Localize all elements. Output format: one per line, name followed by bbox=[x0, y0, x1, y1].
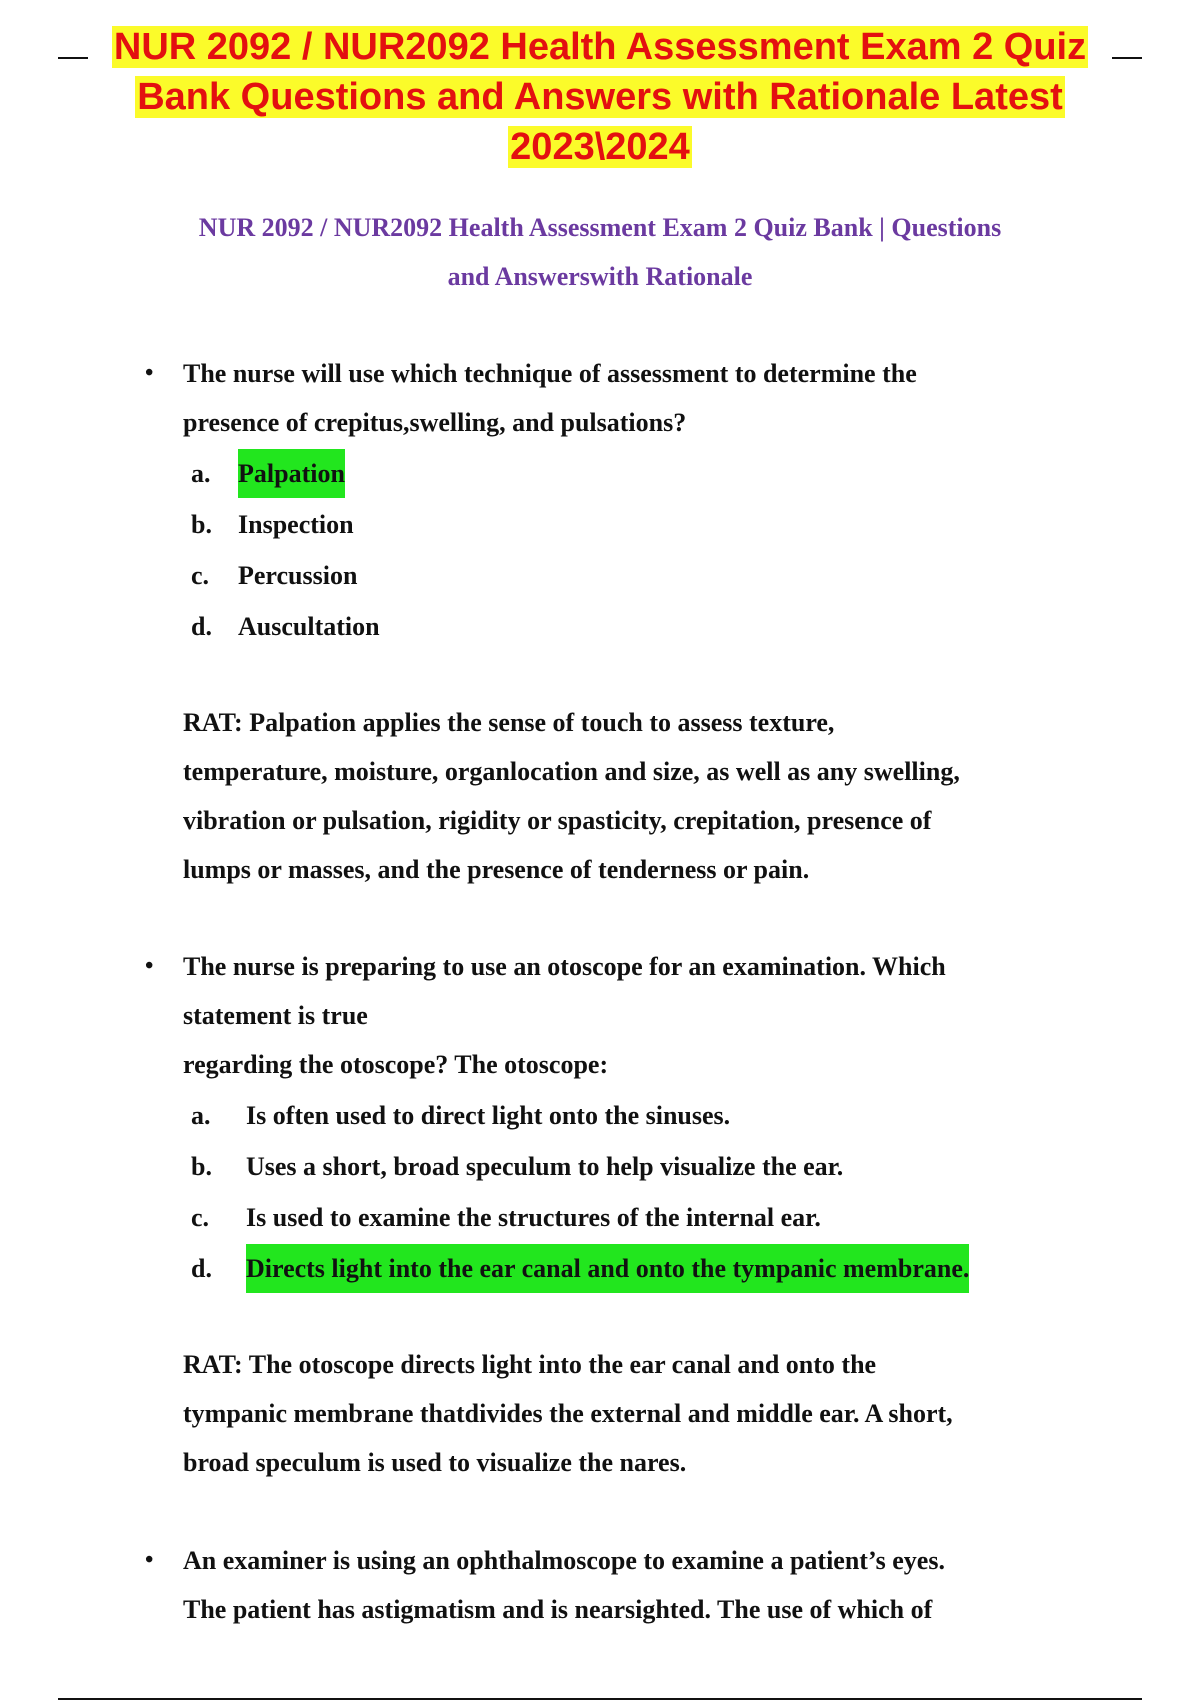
option-letter: b. bbox=[191, 1152, 212, 1181]
bullet: • bbox=[145, 953, 154, 979]
question-2 bbox=[145, 942, 1063, 1283]
question-1-stem-line-1: The nurse will use which technique of assessment to determine the bbox=[183, 359, 917, 388]
rationale-2 bbox=[183, 1340, 1063, 1487]
option-c bbox=[183, 551, 1083, 602]
option-text-correct: Palpation bbox=[238, 449, 345, 498]
question-1-options bbox=[183, 449, 1083, 653]
rationale-line: broad speculum is used to visualize the nares. bbox=[183, 1448, 687, 1477]
option-letter: a. bbox=[191, 459, 211, 488]
option-letter: d. bbox=[191, 1254, 212, 1283]
option-letter: d. bbox=[191, 612, 212, 641]
option-text: Auscultation bbox=[238, 612, 380, 641]
option-text: Uses a short, broad speculum to help visualize the ear. bbox=[246, 1152, 844, 1181]
bullet: • bbox=[145, 360, 154, 386]
bullet: • bbox=[145, 1547, 154, 1573]
question-3-stem-line-2: The patient has astigmatism and is nearsighted. The use of which of bbox=[183, 1595, 933, 1624]
title-line-2: Bank Questions and Answers with Rationale Latest bbox=[137, 76, 1063, 118]
rationale-line: lumps or masses, and the presence of tenderness or pain. bbox=[183, 855, 810, 884]
option-letter: b. bbox=[191, 510, 212, 539]
document-subtitle bbox=[120, 203, 1080, 301]
rationale-line: RAT: Palpation applies the sense of touch to assess texture, bbox=[183, 708, 835, 737]
option-d bbox=[183, 602, 1083, 653]
option-b bbox=[183, 500, 1083, 551]
option-letter: a. bbox=[191, 1101, 211, 1130]
question-3-stem-line-1: An examiner is using an ophthalmoscope to examine a patient’s eyes. bbox=[183, 1546, 945, 1575]
option-a bbox=[183, 1091, 1083, 1142]
option-a bbox=[183, 449, 1083, 500]
option-text: Is used to examine the structures of the internal ear. bbox=[246, 1203, 821, 1232]
question-2-options bbox=[183, 1091, 1083, 1295]
option-d bbox=[183, 1244, 1083, 1295]
subtitle-line-1: NUR 2092 / NUR2092 Health Assessment Exam 2 Quiz Bank | Questions bbox=[198, 213, 1002, 242]
question-2-stem-line-3: regarding the otoscope? The otoscope: bbox=[183, 1050, 609, 1079]
question-2-stem-line-2: statement is true bbox=[183, 1001, 368, 1030]
document-title bbox=[60, 22, 1140, 172]
option-text: Percussion bbox=[238, 561, 358, 590]
title-line-3: 2023\2024 bbox=[510, 126, 690, 168]
option-text-correct: Directs light into the ear canal and onto the tympanic membrane. bbox=[246, 1244, 969, 1293]
question-1-stem-line-2: presence of crepitus,swelling, and pulsations? bbox=[183, 408, 687, 437]
rationale-line: vibration or pulsation, rigidity or spasticity, crepitation, presence of bbox=[183, 806, 932, 835]
question-2-stem-line-1: The nurse is preparing to use an otoscope for an examination. Which bbox=[183, 952, 946, 981]
question-3 bbox=[145, 1536, 1063, 1634]
option-letter: c. bbox=[191, 1203, 210, 1232]
subtitle-line-2: and Answerswith Rationale bbox=[447, 262, 753, 291]
title-line-1: NUR 2092 / NUR2092 Health Assessment Exam 2 Quiz bbox=[113, 26, 1087, 68]
rationale-line: temperature, moisture, organlocation and size, as well as any swelling, bbox=[183, 757, 960, 786]
rationale-line: RAT: The otoscope directs light into the ear canal and onto the bbox=[183, 1350, 877, 1379]
rationale-1 bbox=[183, 698, 1063, 894]
option-c bbox=[183, 1193, 1083, 1244]
option-b bbox=[183, 1142, 1083, 1193]
option-letter: c. bbox=[191, 561, 210, 590]
rationale-line: tympanic membrane thatdivides the external and middle ear. A short, bbox=[183, 1399, 953, 1428]
option-text: Inspection bbox=[238, 510, 354, 539]
option-text: Is often used to direct light onto the sinuses. bbox=[246, 1101, 731, 1130]
question-1 bbox=[145, 349, 1063, 641]
